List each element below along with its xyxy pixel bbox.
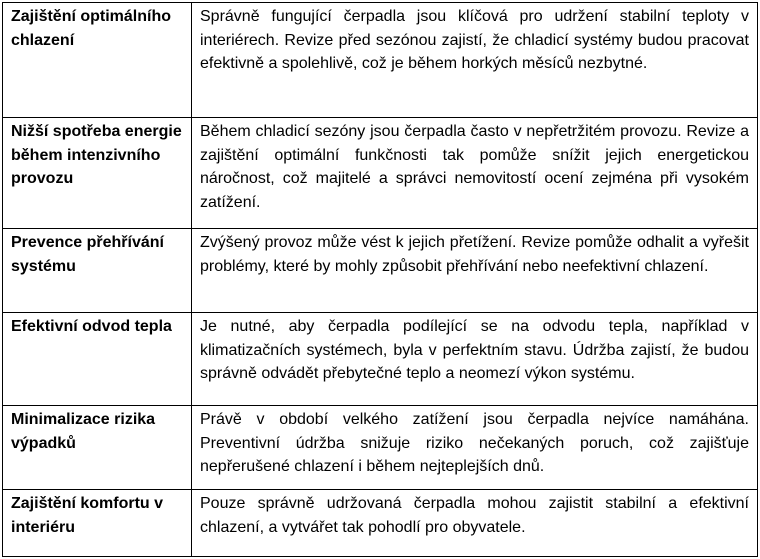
row-heading: Zajištění komfortu v interiéru (3, 490, 192, 557)
table-row (3, 490, 758, 557)
row-heading: Zajištění optimálního chlazení (3, 3, 192, 118)
benefits-table (2, 2, 758, 557)
table-row (3, 118, 758, 229)
row-description: Během chladicí sezóny jsou čerpadla často v nepřetržitém provozu. Revize a zajištění optimální funkčnosti tak pomůže snížit jejich energetickou náročnost, což majitelé a správci nemovitostí ocení zejména při vysokém zatížení. (192, 118, 758, 229)
row-heading: Minimalizace rizika výpadků (3, 406, 192, 490)
row-heading: Nižší spotřeba energie během intenzivního provozu (3, 118, 192, 229)
row-description: Správně fungující čerpadla jsou klíčová pro udržení stabilní teploty v interiérech. Revize před sezónou zajistí, že chladicí systémy budou pracovat efektivně a spolehlivě, což je během horkých měsíců nezbytné. (192, 3, 758, 118)
table-row (3, 406, 758, 490)
row-description: Zvýšený provoz může vést k jejich přetížení. Revize pomůže odhalit a vyřešit problémy, které by mohly způsobit přehřívání nebo neefektivní chlazení. (192, 229, 758, 313)
row-description: Právě v období velkého zatížení jsou čerpadla nejvíce namáhána. Preventivní údržba snižuje riziko nečekaných poruch, což zajišťuje nepřerušené chlazení i během nejteplejších dnů. (192, 406, 758, 490)
row-heading: Prevence přehřívání systému (3, 229, 192, 313)
row-description: Je nutné, aby čerpadla podílející se na odvodu tepla, například v klimatizačních systémech, byla v perfektním stavu. Údržba zajistí, že budou správně odvádět přebytečné teplo a neomezí výkon systému. (192, 313, 758, 406)
row-description: Pouze správně udržovaná čerpadla mohou zajistit stabilní a efektivní chlazení, a vytvářet tak pohodlí pro obyvatele. (192, 490, 758, 557)
table-row (3, 3, 758, 118)
table-row (3, 229, 758, 313)
row-heading: Efektivní odvod tepla (3, 313, 192, 406)
table-row (3, 313, 758, 406)
